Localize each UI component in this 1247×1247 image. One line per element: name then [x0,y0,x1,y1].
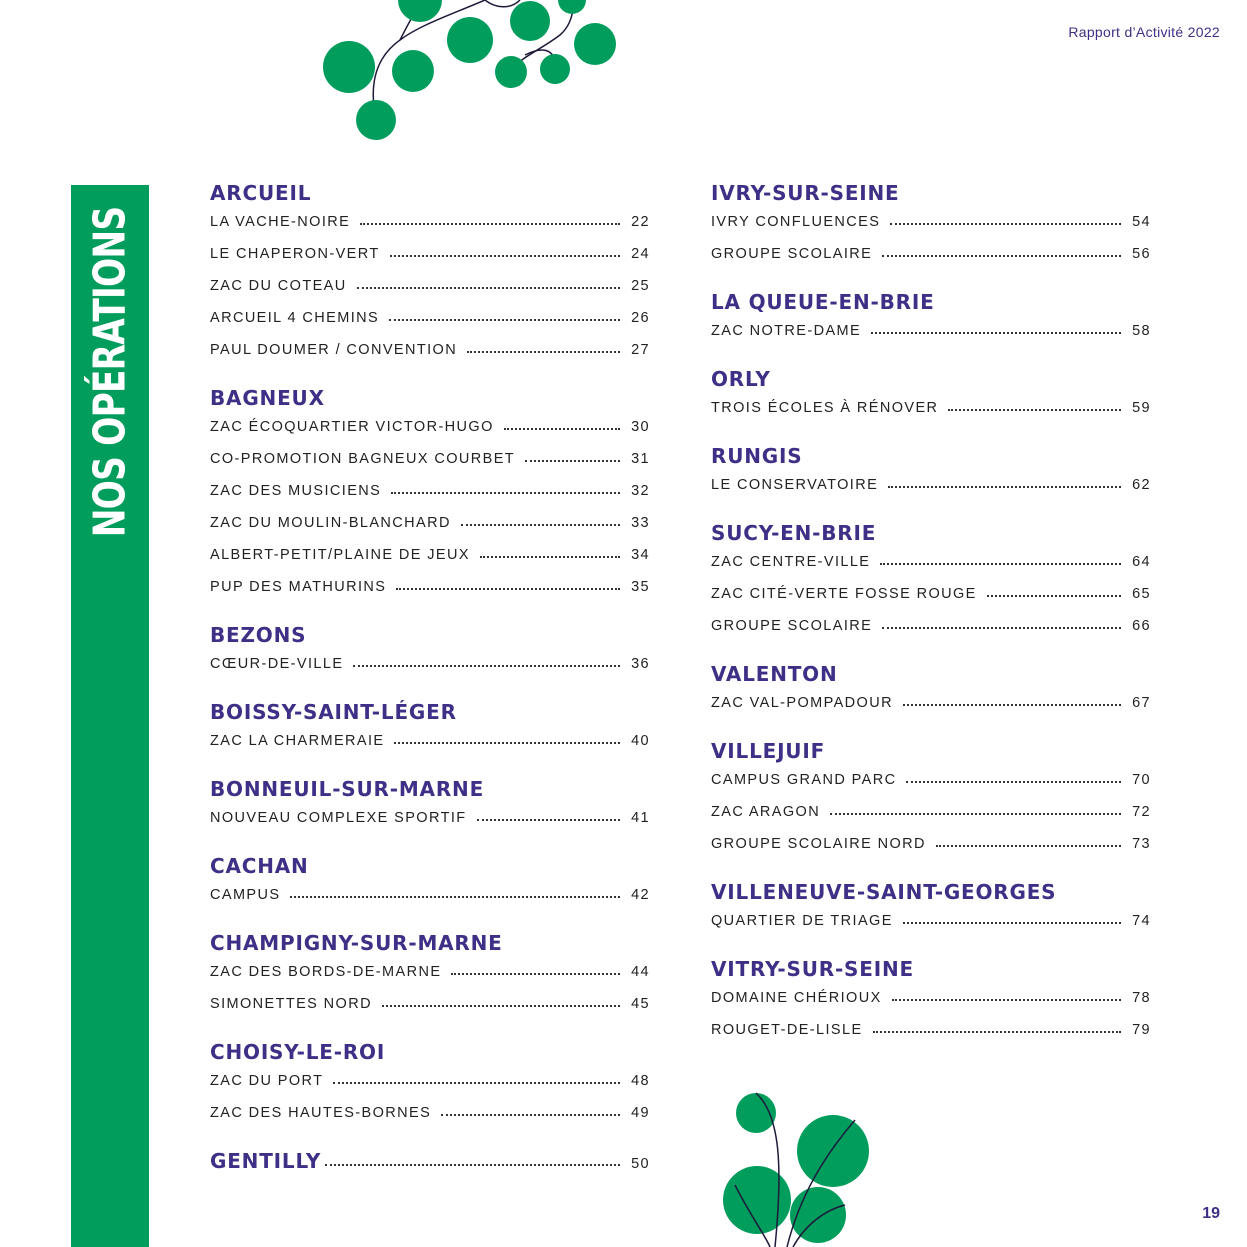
entry-label: NOUVEAU COMPLEXE SPORTIF [210,810,467,826]
entry-page: 35 [631,579,650,595]
page-number: 19 [1202,1205,1220,1222]
entry-label: ROUGET-DE-LISLE [711,1022,863,1038]
dot-leader [892,999,1121,1001]
dot-leader [394,742,620,744]
dot-leader [391,492,620,494]
entry-page: 40 [631,733,650,749]
toc-entry[interactable] [711,804,1151,836]
toc-entry[interactable] [711,246,1151,278]
dot-leader [461,524,620,526]
entry-page: 27 [631,342,650,358]
entry-label: PUP DES MATHURINS [210,579,387,595]
toc-entry[interactable] [711,214,1151,246]
entry-page: 42 [631,887,650,903]
entry-page: 66 [1132,618,1151,634]
city-heading: BOISSY-SAINT-LÉGER [210,700,457,724]
toc-entry[interactable] [210,1105,650,1137]
city-heading: SUCY-EN-BRIE [711,521,877,545]
dot-leader [360,223,620,225]
dot-leader [451,973,620,975]
entry-label: DOMAINE CHÉRIOUX [711,990,882,1006]
toc-entry[interactable] [210,342,650,374]
section-title [85,160,136,584]
dot-leader [389,319,620,321]
entry-page: 32 [631,483,650,499]
entry-label: CAMPUS [210,887,281,903]
entry-page: 30 [631,419,650,435]
dot-leader [504,428,620,430]
dot-leader [357,287,620,289]
entry-label: QUARTIER DE TRIAGE [711,913,893,929]
toc-entry[interactable] [711,400,1151,432]
toc-group [210,180,650,374]
entry-page: 62 [1132,477,1151,493]
entry-page: 22 [631,214,650,230]
plant-illustration-bottom [715,1085,885,1247]
entry-page: 58 [1132,323,1151,339]
entry-page: 73 [1132,836,1151,852]
toc-entry[interactable] [210,246,650,278]
entry-page: 79 [1132,1022,1151,1038]
entry-page: 31 [631,451,650,467]
dot-leader [936,845,1121,847]
toc-entry[interactable] [711,772,1151,804]
toc-entry[interactable] [711,1022,1151,1054]
dot-leader [480,556,620,558]
toc-entry[interactable] [210,996,650,1028]
entry-page: 33 [631,515,650,531]
toc-entry[interactable] [711,586,1151,618]
dot-leader [882,627,1121,629]
dot-leader [890,223,1121,225]
entry-page: 49 [631,1105,650,1121]
toc-entry[interactable] [711,990,1151,1022]
entry-label: ZAC CITÉ-VERTE FOSSE ROUGE [711,586,977,602]
toc-group [711,366,1151,432]
entry-label: LE CONSERVATOIRE [711,477,879,493]
entry-page: 74 [1132,913,1151,929]
toc-group [711,520,1151,650]
toc-entry[interactable] [210,515,650,547]
toc-right-column [711,180,1151,1065]
dot-leader [903,704,1121,706]
toc-group [210,853,650,919]
entry-label: CŒUR-DE-VILLE [210,656,344,672]
city-heading: CHAMPIGNY-SUR-MARNE [210,931,503,955]
entry-label: ZAC NOTRE-DAME [711,323,862,339]
entry-page: 45 [631,996,650,1012]
dot-leader [441,1114,620,1116]
toc-entry[interactable] [210,656,650,688]
toc-group [210,622,650,688]
toc-entry[interactable] [711,836,1151,868]
entry-page: 44 [631,964,650,980]
entry-label: GROUPE SCOLAIRE [711,246,873,262]
dot-leader [525,460,620,462]
toc-entry[interactable] [210,964,650,996]
section-title-text: NOS OPÉRATIONS [84,206,136,538]
toc-entry[interactable] [210,310,650,342]
toc-group [711,661,1151,727]
entry-label: ZAC ARAGON [711,804,821,820]
dot-leader [880,563,1121,565]
dot-leader [390,255,620,257]
toc-group [210,930,650,1028]
entry-page: 56 [1132,246,1151,262]
entry-label: TROIS ÉCOLES À RÉNOVER [711,400,939,416]
entry-label: PAUL DOUMER / CONVENTION [210,342,458,358]
city-heading: IVRY-SUR-SEINE [711,181,900,205]
entry-page: 54 [1132,214,1151,230]
dot-leader [888,486,1121,488]
entry-page: 26 [631,310,650,326]
city-heading: RUNGIS [711,444,803,468]
city-heading: CACHAN [210,854,309,878]
entry-page: 78 [1132,990,1151,1006]
entry-page: 67 [1132,695,1151,711]
toc-entry[interactable] [210,810,650,842]
dot-leader [467,351,620,353]
toc-entry[interactable] [210,419,650,451]
entry-page: 24 [631,246,650,262]
entry-label: ZAC DES MUSICIENS [210,483,382,499]
toc-group [210,776,650,842]
entry-label: ZAC ÉCOQUARTIER VICTOR-HUGO [210,419,494,435]
toc-entry[interactable] [711,477,1151,509]
dot-leader [987,595,1121,597]
entry-label: ZAC DES BORDS-DE-MARNE [210,964,442,980]
city-heading: VILLEJUIF [711,739,826,763]
toc-entry-gentilly[interactable] [210,1148,650,1175]
dot-leader [830,813,1121,815]
dot-leader [396,588,620,590]
entry-page: 65 [1132,586,1151,602]
entry-label: CO-PROMOTION BAGNEUX COURBET [210,451,516,467]
entry-label: ZAC VAL-POMPADOUR [711,695,893,711]
entry-label: ZAC DU MOULIN-BLANCHARD [210,515,451,531]
dot-leader [333,1082,620,1084]
entry-label: LE CHAPERON-VERT [210,246,380,262]
city-heading: VILLENEUVE-SAINT-GEORGES [711,880,1057,904]
city-heading: BEZONS [210,623,307,647]
entry-label: ALBERT-PETIT/PLAINE DE JEUX [210,547,470,563]
city-heading: ORLY [711,367,771,391]
city-heading: VALENTON [711,662,838,686]
entry-label: SIMONETTES NORD [210,996,372,1012]
entry-page: 25 [631,278,650,294]
city-heading: BONNEUIL-SUR-MARNE [210,777,485,801]
city-heading: GENTILLY [210,1149,322,1173]
toc-left-column [210,180,650,1186]
entry-page: 59 [1132,400,1151,416]
city-heading: ARCUEIL [210,181,312,205]
toc-group [711,443,1151,509]
entry-label: ZAC DES HAUTES-BORNES [210,1105,432,1121]
toc-group [711,879,1151,945]
toc-group [210,385,650,611]
toc-entry[interactable] [711,913,1151,945]
toc-entry[interactable] [210,733,650,765]
toc-entry[interactable] [711,618,1151,650]
entry-page: 41 [631,810,650,826]
dot-leader [948,409,1121,411]
dot-leader [906,781,1121,783]
city-heading: CHOISY-LE-ROI [210,1040,386,1064]
dot-leader [325,1164,620,1166]
toc-entry[interactable] [210,887,650,919]
entry-label: ARCUEIL 4 CHEMINS [210,310,380,326]
toc-group [210,699,650,765]
dot-leader [871,332,1121,334]
toc-group [711,289,1151,355]
dot-leader [353,665,620,667]
city-heading: LA QUEUE-EN-BRIE [711,290,935,314]
toc-entry[interactable] [210,1073,650,1105]
toc-group [711,738,1151,868]
toc-entry[interactable] [210,579,650,611]
entry-page: 64 [1132,554,1151,570]
dot-leader [382,1005,620,1007]
dot-leader [290,896,620,898]
entry-page: 70 [1132,772,1151,788]
entry-label: IVRY CONFLUENCES [711,214,881,230]
toc-group [711,956,1151,1054]
entry-label: ZAC DU PORT [210,1073,324,1089]
dot-leader [477,819,620,821]
toc-group [210,1039,650,1137]
toc-group [711,180,1151,278]
entry-page: 48 [631,1073,650,1089]
entry-label: CAMPUS GRAND PARC [711,772,897,788]
entry-label: ZAC DU COTEAU [210,278,347,294]
city-heading: BAGNEUX [210,386,325,410]
plant-illustration-top [310,0,630,150]
entry-label: GROUPE SCOLAIRE NORD [711,836,926,852]
entry-label: GROUPE SCOLAIRE [711,618,873,634]
dot-leader [882,255,1121,257]
entry-page: 36 [631,656,650,672]
entry-label: ZAC CENTRE-VILLE [711,554,871,570]
toc-entry[interactable] [711,695,1151,727]
dot-leader [873,1031,1121,1033]
toc-entry[interactable] [210,483,650,515]
toc-entry[interactable] [711,554,1151,586]
entry-page: 50 [631,1156,650,1172]
dot-leader [903,922,1121,924]
toc-entry[interactable] [210,278,650,310]
city-heading: VITRY-SUR-SEINE [711,957,914,981]
entry-label: LA VACHE-NOIRE [210,214,351,230]
entry-page: 72 [1132,804,1151,820]
entry-label: ZAC LA CHARMERAIE [210,733,385,749]
toc-entry[interactable] [210,451,650,483]
header-title: Rapport d’Activité 2022 [1068,24,1220,40]
toc-entry[interactable] [711,323,1151,355]
toc-entry[interactable] [210,214,650,246]
toc-entry[interactable] [210,547,650,579]
entry-page: 34 [631,547,650,563]
